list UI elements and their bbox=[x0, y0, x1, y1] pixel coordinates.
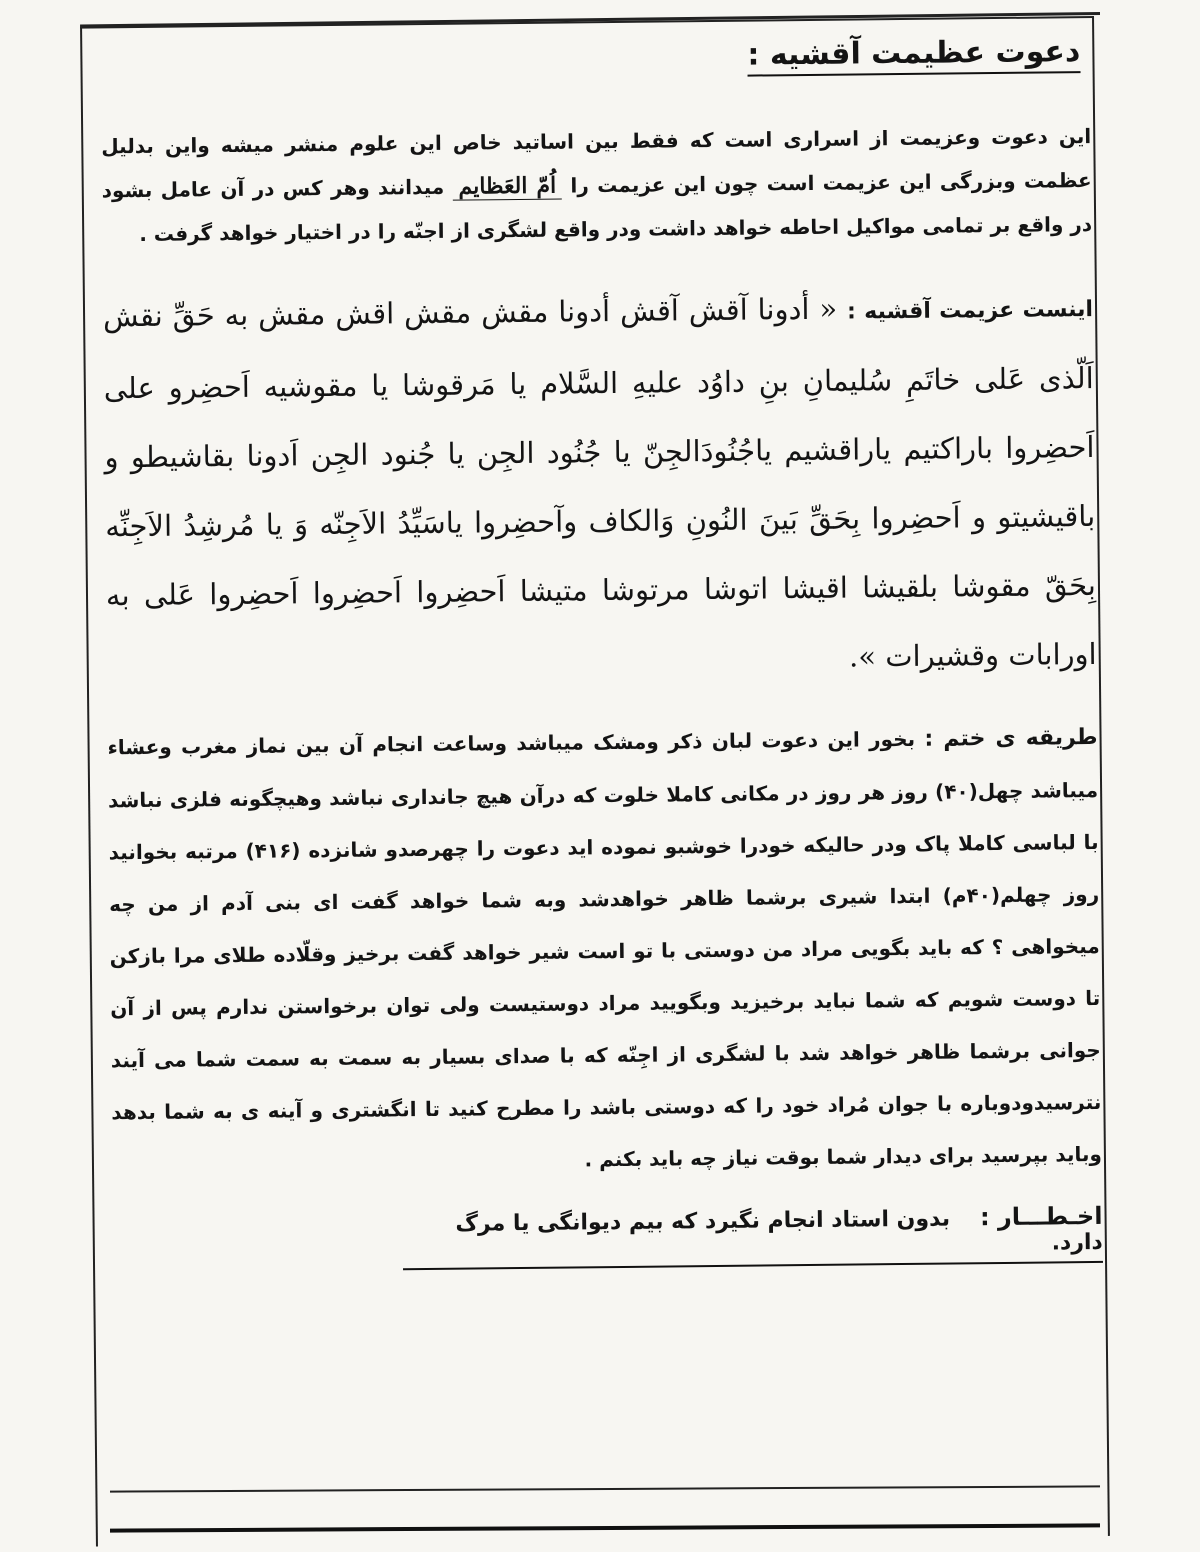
method-label: طریقه ی ختم : bbox=[924, 724, 1098, 752]
method-text: بخور این دعوت لبان ذکر ومشک میباشد وساعت انجام آن بین نماز مغرب وعشاء میباشد چهل(۴۰) روز هر روز در مکانی کاملا خلوت که درآن هیچ جانداری نباشد وهیچگونه فلزی نباشد با لباسی کاملا پاک ودر حالیکه خودرا خوشبو نموده اید دعوت را چهرصدو شانزده (۴۱۶) مرتبه بخوانید روز چهلم(۴۰م) ابتدا شیری برشما ظاهر خواهدشد وبه شما خواهد گفت ای بنی آدم از من چه میخواهی ؟ که باید بگویی مراد من دوستی با تو است شیر خواهد گفت برخیز وقلّاده طلای مرا بازکن تا دوست شویم که شما نباید برخیزید وبگویید مراد دوستیست ولی توان برخواستن ندارم پس از آن جوانی برشما ظاهر خواهد شد با لشگری از اجِنّه که با صدای بسیار به سمت به سمت شما می آیند نترسیدودوباره با جوان مُراد خود را که دوستی باشد را مطرح کنید تا انگشتری و آینه ی به شما بدهد وباید بپرسید برای دیدار شما بوقت نیاز چه باید بکنم . bbox=[107, 726, 1102, 1172]
warning-line bbox=[402, 1202, 1103, 1270]
incantation-text: « أدونا آقش آقش أدونا مقش مقش اقش مقش به حَقِّ نقش اَلّذی عَلی خاتَمِ سُلیمانِ بنِ داوُد علیهِ السَّلام یا مَرقوشا یا مقوشیه اَحضِرو علی اَحضِروا باراکتیم یاراقشیم یاجُنُودَالجِنّ یا جُنُود الجِن یا جُنود الجِن اَدونا بقاشیطو و باقیشیتو و اَحضِروا بِحَقِّ بَینَ النُونِ وَالکاف وآحضِروا یاسَیِّدُ الاَجِنّه وَ یا مُرشِدُ الاَجِنِّه بِحَقّ مقوشا بلقیشا اقیشا اتوشا مرتوشا متیشا اَحضِروا اَحضِروا اَحضِروا عَلی به اورابات وقشیرات ». bbox=[102, 291, 1097, 674]
intro-ornate-term: اُمّ العَظایم bbox=[452, 173, 562, 201]
intro-paragraph bbox=[101, 114, 1092, 256]
incantation-label: اینست عزیمت آقشیه : bbox=[846, 296, 1094, 325]
warning-text: بدون استاد انجام نگیرد که بیم دیوانگی یا مرگ دارد. bbox=[455, 1206, 1103, 1256]
intro-text-after: میدانند وهر کس در آن عامل بشود در واقع بر تمامی مواکیل احاطه خواهد داشت ودر واقع لشگری از اجنّه را در اختیار خواهد گرفت . bbox=[101, 174, 1093, 246]
section-title bbox=[100, 34, 1090, 94]
page-content bbox=[100, 22, 1103, 1273]
section-title-text: دعوت عظیمت آقشیه : bbox=[747, 34, 1080, 76]
intro-text-before: این دعوت وعزیمت از اسراری است که فقط بین اساتید خاص این علوم منشر میشه واین بدلیل عظمت وبزرگی این عزیمت است چون این عزیمت را bbox=[101, 123, 1092, 198]
warning-label: اخـطـــار : bbox=[979, 1201, 1103, 1232]
method-paragraph bbox=[107, 711, 1102, 1190]
incantation-paragraph bbox=[103, 272, 1097, 699]
